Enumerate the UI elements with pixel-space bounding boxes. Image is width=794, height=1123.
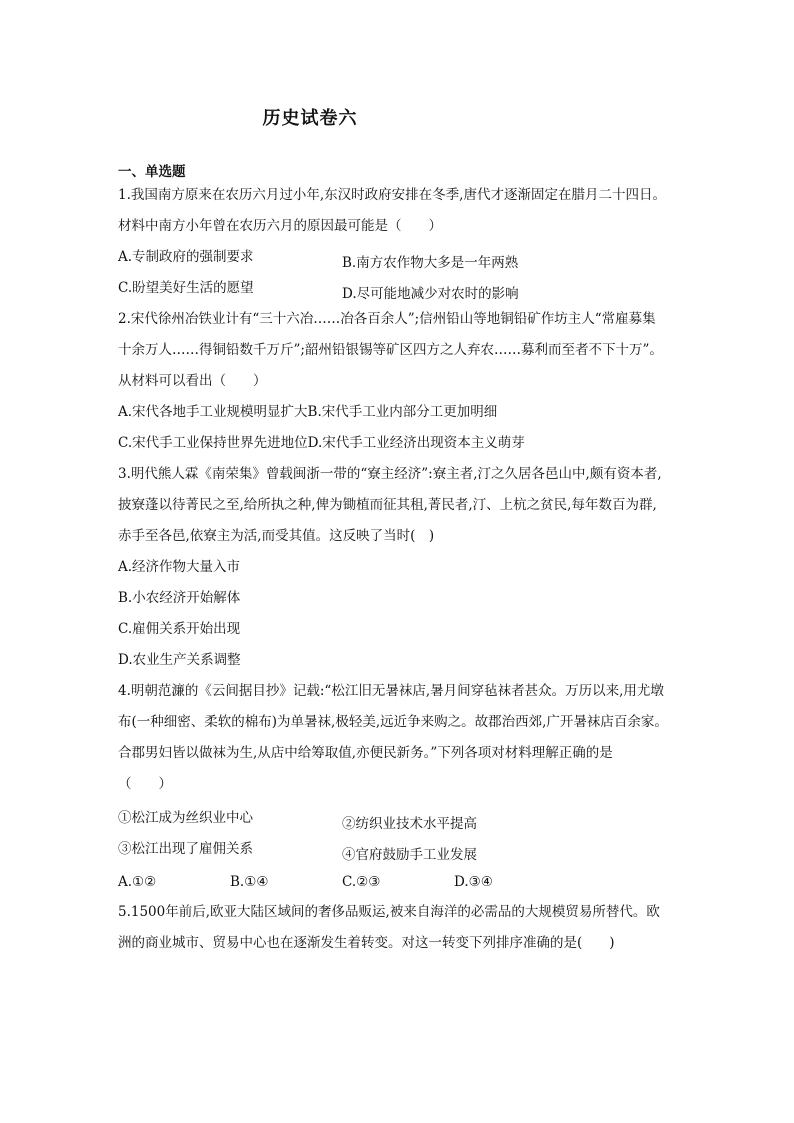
section-heading: 一、单选题 <box>118 164 186 180</box>
q2-line-2: 十余万人……得铜铅数千万斤”;韶州铅银锡等矿区四方之人弃农……募利而至者不下十万”。 <box>118 342 663 358</box>
q4-item-4: ④官府鼓励手工业发展 <box>342 847 477 863</box>
q4-line-4: （ ） <box>118 776 172 792</box>
q3-option-d: D.农业生产关系调整 <box>118 652 241 668</box>
q4-option-c: C.②③ <box>342 874 381 890</box>
q4-line-1: 4.明朝范濂的《云间据目抄》记载:“松江旧无暑袜店,暑月间穿毡袜者甚众。万历以来,用尤墩 <box>118 683 664 699</box>
q4-line-3: 合郡男妇皆以做袜为生,从店中给筹取值,亦便民新务。”下列各项对材料理解正确的是 <box>118 745 613 761</box>
q3-option-c: C.雇佣关系开始出现 <box>118 621 241 637</box>
q4-option-b: B.①④ <box>230 874 269 890</box>
q4-option-a: A.①② <box>118 874 157 890</box>
page-title: 历史试卷六 <box>262 108 358 129</box>
q2-options-cd: C.宋代手工业保持世界先进地位D.宋代手工业经济出现资本主义萌芽 <box>118 435 525 451</box>
q2-line-3: 从材料可以看出（ ） <box>118 373 267 389</box>
q1-option-c: C.盼望美好生活的愿望 <box>118 280 254 296</box>
q2-line-1: 2.宋代徐州冶铁业计有“三十六冶……冶各百余人”;信州铅山等地铜铅矿作坊主人“常雇募集 <box>118 311 656 327</box>
q4-line-2: 布(一种细密、柔软的棉布)为单暑袜,极轻美,远近争来购之。故郡治西郊,广开暑袜店百余家。 <box>118 714 668 730</box>
q3-line-1: 3.明代熊人霖《南荣集》曾载闽浙一带的“寮主经济”:寮主者,汀之久居各邑山中,颇有资本者, <box>118 466 662 482</box>
q1-option-b: B.南方农作物大多是一年两熟 <box>342 255 519 271</box>
q3-option-a: A.经济作物大量入市 <box>118 559 241 575</box>
q3-option-b: B.小农经济开始解体 <box>118 590 241 606</box>
q4-option-d: D.③④ <box>454 874 493 890</box>
q4-item-3: ③松江出现了雇佣关系 <box>118 841 253 857</box>
q1-line-2: 材料中南方小年曾在农历六月的原因最可能是（ ） <box>118 218 442 234</box>
q1-option-a: A.专制政府的强制要求 <box>118 249 254 265</box>
q5-line-1: 5.1500年前后,欧亚大陆区域间的奢侈品贩运,被来自海洋的必需品的大规模贸易所替代。欧 <box>118 904 660 920</box>
q1-line-1: 1.我国南方原来在农历六月过小年,东汉时政府安排在冬季,唐代才逐渐固定在腊月二十四日。 <box>118 187 666 203</box>
q4-item-2: ②纺织业技术水平提高 <box>342 816 477 832</box>
q2-options-ab: A.宋代各地手工业规模明显扩大B.宋代手工业内部分工更加明细 <box>118 404 498 420</box>
q4-item-1: ①松江成为丝织业中心 <box>118 810 253 826</box>
q3-line-3: 赤手至各邑,依寮主为活,而受其值。这反映了当时( ) <box>118 528 435 544</box>
q1-option-d: D.尽可能地减少对农时的影响 <box>342 286 519 302</box>
q3-line-2: 披寮蓬以待菁民之至,给所执之种,俾为锄植而征其租,菁民者,汀、上杭之贫民,每年数百为群, <box>118 497 657 513</box>
q5-line-2: 洲的商业城市、贸易中心也在逐渐发生着转变。对这一转变下列排序准确的是( ) <box>118 935 615 951</box>
